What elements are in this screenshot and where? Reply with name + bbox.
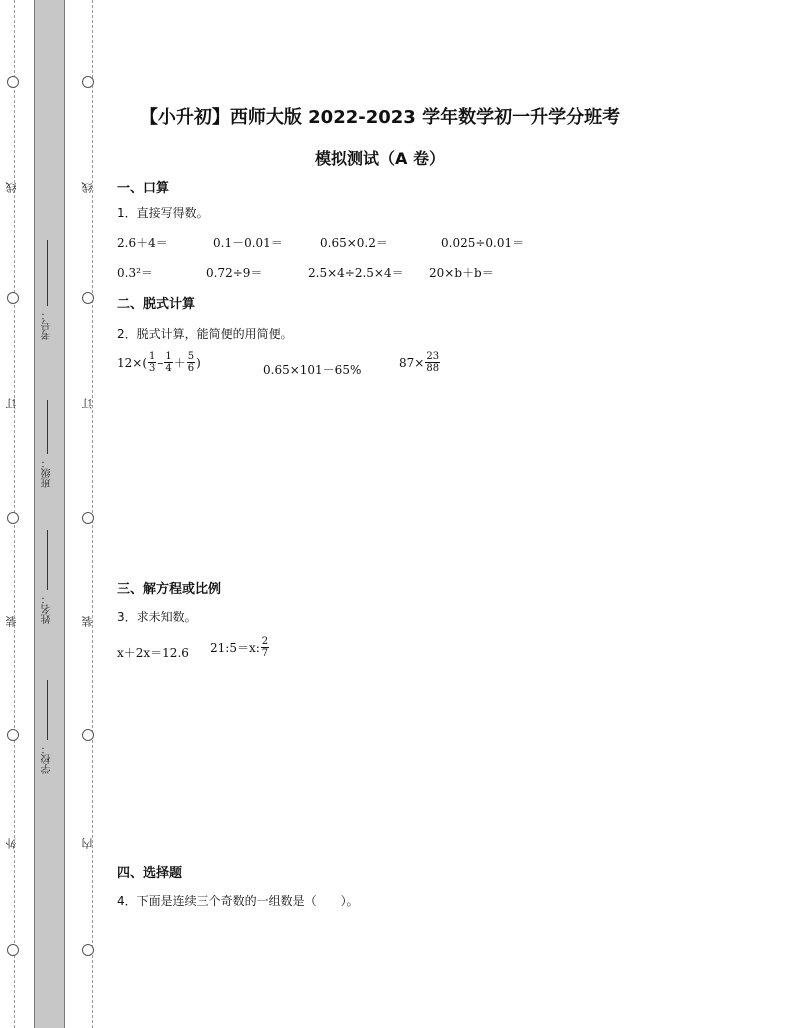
oral-expression: 0.65×0.2＝ (320, 236, 388, 250)
outer-margin-char: 订 (5, 398, 18, 409)
oral-expression: 2.6＋4＝ (117, 236, 168, 250)
punch-hole (7, 944, 19, 956)
question-1-prompt: 1．直接写得数。 (117, 206, 209, 220)
inner-margin-char: 线 (81, 182, 94, 193)
outer-margin-char: 线 (5, 182, 18, 193)
equation-2: 21:5＝x: $\frac{2}{7}$ (210, 636, 269, 659)
punch-hole (7, 292, 19, 304)
fraction: $\frac{1}{4}$ (165, 351, 172, 374)
question-2-prompt: 2．脱式计算，能简便的用简便。 (117, 327, 293, 341)
fraction: $\frac{5}{6}$ (187, 351, 195, 374)
inner-margin-char: 内 (81, 838, 94, 849)
section-heading-equations: 三、解方程或比例 (117, 582, 222, 597)
oral-expression: 0.025÷0.01＝ (441, 236, 525, 250)
inner-margin-char: 订 (81, 398, 94, 409)
outer-margin-char: 外 (5, 838, 18, 849)
inner-margin-char: 装 (81, 616, 94, 627)
oral-expression: 0.3²＝ (117, 266, 153, 280)
fraction: $\frac{1}{3}$ (149, 351, 156, 374)
punch-hole (7, 729, 19, 741)
oral-expression: 0.72÷9＝ (206, 266, 263, 280)
punch-hole (82, 944, 94, 956)
school-label: 学校： (42, 744, 53, 774)
binding-strip (34, 0, 65, 1028)
fraction: $\frac{2}{7}$ (261, 636, 269, 659)
class-field[interactable] (40, 400, 55, 488)
oral-expression: 2.5×4÷2.5×4＝ (308, 266, 404, 280)
section-heading-oral: 一、口算 (117, 181, 170, 196)
question-3-prompt: 3．求未知数。 (117, 610, 197, 624)
punch-hole (82, 512, 94, 524)
equation-1: x＋2x＝12.6 (117, 646, 189, 660)
question-4-prompt: 4．下面是连续三个奇数的一组数是（ ）。 (117, 894, 359, 908)
punch-hole (82, 76, 94, 88)
punch-hole (82, 292, 94, 304)
step-calc-expression-2: 0.65×101－65% (263, 363, 362, 377)
name-field[interactable] (40, 530, 55, 624)
punch-hole (82, 729, 94, 741)
step-calc-expression-1: 12×( $\frac{1}{3}$ – $\frac{1}{4}$ ＋ $\frac{5}{6}$ ) (117, 351, 201, 374)
step-calc-expression-3: 87× $\frac{23}{88}$ (399, 351, 440, 374)
section-heading-multiple-choice: 四、选择题 (117, 866, 183, 881)
class-label: 班级： (42, 458, 53, 488)
section-heading-step-calc: 二、脱式计算 (117, 297, 196, 312)
outer-margin-char: 装 (5, 616, 18, 627)
fraction: $\frac{23}{88}$ (426, 351, 440, 374)
punch-hole (7, 76, 19, 88)
page-title: 【小升初】西师大版 2022-2023 学年数学初一升学分班考 (139, 107, 621, 128)
oral-expression: 20×b＋b＝ (429, 266, 494, 280)
exam-number-label: 考号： (42, 310, 53, 340)
exam-number-field[interactable] (40, 240, 55, 340)
school-field[interactable] (40, 680, 55, 774)
page-subtitle: 模拟测试（A 卷） (315, 149, 445, 168)
name-label: 姓名： (42, 594, 53, 624)
oral-expression: 0.1－0.01＝ (213, 236, 283, 250)
punch-hole (7, 512, 19, 524)
